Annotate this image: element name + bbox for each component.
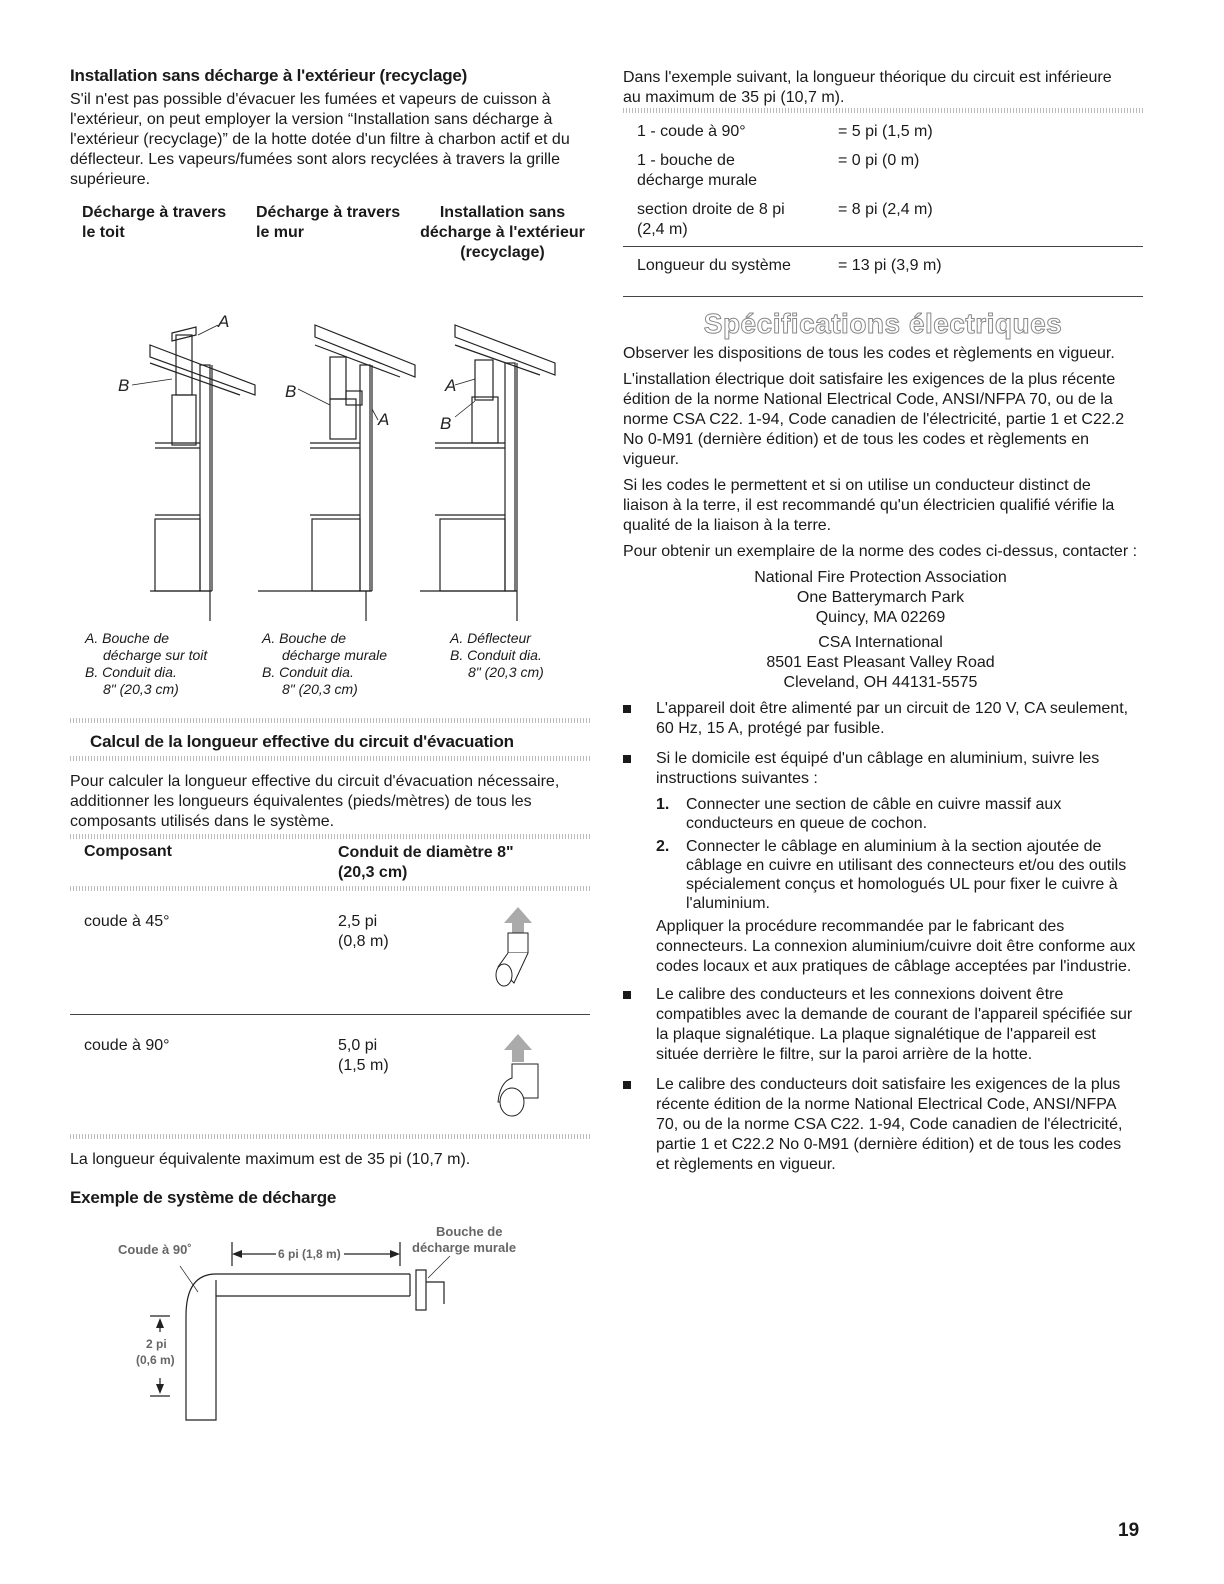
page-number: 19 xyxy=(1118,1520,1140,1541)
left-column xyxy=(70,66,590,190)
elec-p1: Observer les dispositions de tous les codes et règlements en vigueur. xyxy=(623,345,1115,362)
calc-value-3: = 8 pi (2,4 m) xyxy=(838,201,933,218)
calc-title: Calcul de la longueur effective du circuit d'évacuation xyxy=(90,732,514,751)
table-head-component: Composant xyxy=(84,843,172,860)
row-component-45: coude à 45° xyxy=(84,913,170,930)
calc-text: Pour calculer la longueur effective du circuit d'évacuation nécessaire, additionner les longueurs équivalentes (pieds/mètres) de tous les composants utilisés dans le système. xyxy=(70,773,560,830)
elec-p2: L'installation électrique doit satisfaire les exigences de la plus récente édition de la norme National Electrical Code, ANSI/NFPA 70, ou de la norme CSA C22. 1-94, Code canadien de l'électricité, partie 1 et C22.2 No 0-M91 (dernière édition) et de tous les codes et règlements en vigueur. xyxy=(623,371,1125,468)
example-span-label: 6 pi (1,8 m) xyxy=(278,1247,341,1261)
divider xyxy=(70,834,590,839)
step-1: 1. Connecter une section de câble en cuivre massif aux conducteurs en queue de cochon. xyxy=(656,796,1062,832)
diagram-recycle xyxy=(420,325,555,621)
total-divider xyxy=(623,246,1143,247)
bullet-square-icon xyxy=(623,1081,631,1089)
elbow-45-icon xyxy=(478,905,558,995)
calc-item-1: 1 - coude à 90° xyxy=(637,123,746,140)
col-head-roof: Décharge à travers le toit xyxy=(82,204,227,241)
row-metric-45: (0,8 m) xyxy=(338,933,389,950)
calc-item-3: section droite de 8 pi (2,4 m) xyxy=(637,201,785,238)
divider xyxy=(70,1134,590,1139)
example-drop-label-2: (0,6 m) xyxy=(136,1353,175,1367)
label-b-roof: B xyxy=(118,376,130,395)
row-metric-90: (1,5 m) xyxy=(338,1057,389,1074)
calc-total-item: Longueur du système xyxy=(637,257,791,274)
example-drop-label-1: 2 pi xyxy=(146,1337,167,1351)
label-a-recycle: A xyxy=(445,376,457,395)
example-cap-label-1: Bouche de xyxy=(436,1224,503,1239)
calc-item-2: 1 - bouche de décharge murale xyxy=(637,152,758,189)
row-component-90: coude à 90° xyxy=(84,1037,170,1054)
table-head-duct: Conduit de diamètre 8" (20,3 cm) xyxy=(338,844,514,881)
section-divider xyxy=(623,296,1143,297)
label-b-wall: B xyxy=(285,382,297,401)
calc-total-value: = 13 pi (3,9 m) xyxy=(838,257,942,274)
address-csa: CSA International 8501 East Pleasant Valley Road Cleveland, OH 44131-5575 xyxy=(766,634,995,691)
divider xyxy=(70,718,590,723)
recycle-title: Installation sans décharge à l'extérieur (recyclage) xyxy=(70,66,468,85)
col-head-wall: Décharge à travers le mur xyxy=(256,204,401,241)
elec-p3: Si les codes le permettent et si on utilise un conducteur distinct de liaison à la terre, il est recommandé qu'un électricien qualifié vérifie la qualité de la liaison à la terre. xyxy=(623,477,1115,534)
col-head-recycle: Installation sans décharge à l'extérieur (recyclage) xyxy=(420,204,585,261)
example-system-diagram xyxy=(110,1220,560,1430)
example-elbow-label: Coude à 90˚ xyxy=(118,1242,192,1257)
elec-p4: Pour obtenir un exemplaire de la norme des codes ci-dessus, contacter : xyxy=(623,543,1138,560)
caption-roof: A. Bouche de décharge sur toit B. Conduit dia. 8" (20,3 cm) xyxy=(85,630,208,697)
divider xyxy=(70,756,590,761)
bullet-power: L'appareil doit être alimenté par un circuit de 120 V, CA seulement, 60 Hz, 15 A, protégé par fusible. xyxy=(623,699,1138,739)
label-a-roof: A xyxy=(218,312,230,331)
bullet-square-icon xyxy=(623,755,631,763)
caption-wall: A. Bouche de décharge murale B. Conduit dia. 8" (20,3 cm) xyxy=(262,630,388,697)
calc-value-2: = 0 pi (0 m) xyxy=(838,152,920,169)
bullet-square-icon xyxy=(623,991,631,999)
aluminum-steps xyxy=(623,795,1138,977)
bullet-gauge: Le calibre des conducteurs et les connexions doivent être compatibles avec la demande de courant de l'appareil spécifiée sur la plaque signalétique. La plaque signalétique de l'appareil est située derrière le filtre, sur la paroi arrière de la hotte. xyxy=(623,985,1138,1065)
label-a-wall: A xyxy=(378,410,390,429)
row-value-90: 5,0 pi xyxy=(338,1037,378,1054)
divider xyxy=(623,108,1143,113)
bullet-code: Le calibre des conducteurs doit satisfaire les exigences de la plus récente édition de la norme National Electrical Code, ANSI/NFPA 70, ou de la norme CSA C22. 1-94, Code canadien de l'électricité, partie 1 et C22.2 No 0-M91 (dernière édition) et de tous les codes et règlements en vigueur. xyxy=(623,1075,1138,1175)
divider xyxy=(70,886,590,891)
caption-recycle: A. Déflecteur B. Conduit dia. 8" (20,3 cm) xyxy=(450,630,544,680)
example-cap-label-2: décharge murale xyxy=(412,1240,517,1255)
row-divider xyxy=(70,1014,590,1015)
address-nfpa: National Fire Protection Association One Batterymarch Park Quincy, MA 02269 xyxy=(754,569,1007,626)
installation-diagrams xyxy=(80,305,590,625)
recycle-text: S'il n'est pas possible d'évacuer les fumées et vapeurs de cuisson à l'extérieur, on peut employer la version “Installation sans décharge à l'extérieur (recyclage)” de la hotte dotée d'un filtre à charbon actif et du déflecteur. Les vapeurs/fumées sont alors recyclées à travers la grille supérieure. xyxy=(70,91,570,188)
row-value-45: 2,5 pi xyxy=(338,913,378,930)
step-2: 2. Connecter le câblage en aluminium à la section ajoutée de câblage en cuivre en utilisant des connecteurs et/ou des outils spécialement conçus et homologués UL pour fixer le cuivre à l'aluminium. xyxy=(656,838,1127,912)
elec-body xyxy=(623,344,1138,1175)
elec-title: Spécifications électriques xyxy=(703,308,1063,339)
max-length-text: La longueur équivalente maximum est de 35 pi (10,7 m). xyxy=(70,1151,471,1168)
bullet-aluminum: Si le domicile est équipé d'un câblage en aluminium, suivre les instructions suivantes : xyxy=(623,749,1138,789)
example-title: Exemple de système de décharge xyxy=(70,1188,337,1207)
example-intro: Dans l'exemple suivant, la longueur théorique du circuit est inférieure au maximum de 35 pi (10,7 m). xyxy=(623,69,1112,106)
label-b-recycle: B xyxy=(440,414,452,433)
step-note: Appliquer la procédure recommandée par le fabricant des connecteurs. La connexion aluminium/cuivre doit être conforme aux codes locaux et aux pratiques de câblage acceptées par l'industrie. xyxy=(656,918,1136,975)
elbow-90-icon xyxy=(478,1030,558,1126)
calc-value-1: = 5 pi (1,5 m) xyxy=(838,123,933,140)
bullet-square-icon xyxy=(623,705,631,713)
diagram-roof xyxy=(150,327,255,621)
diagram-wall xyxy=(258,325,415,621)
